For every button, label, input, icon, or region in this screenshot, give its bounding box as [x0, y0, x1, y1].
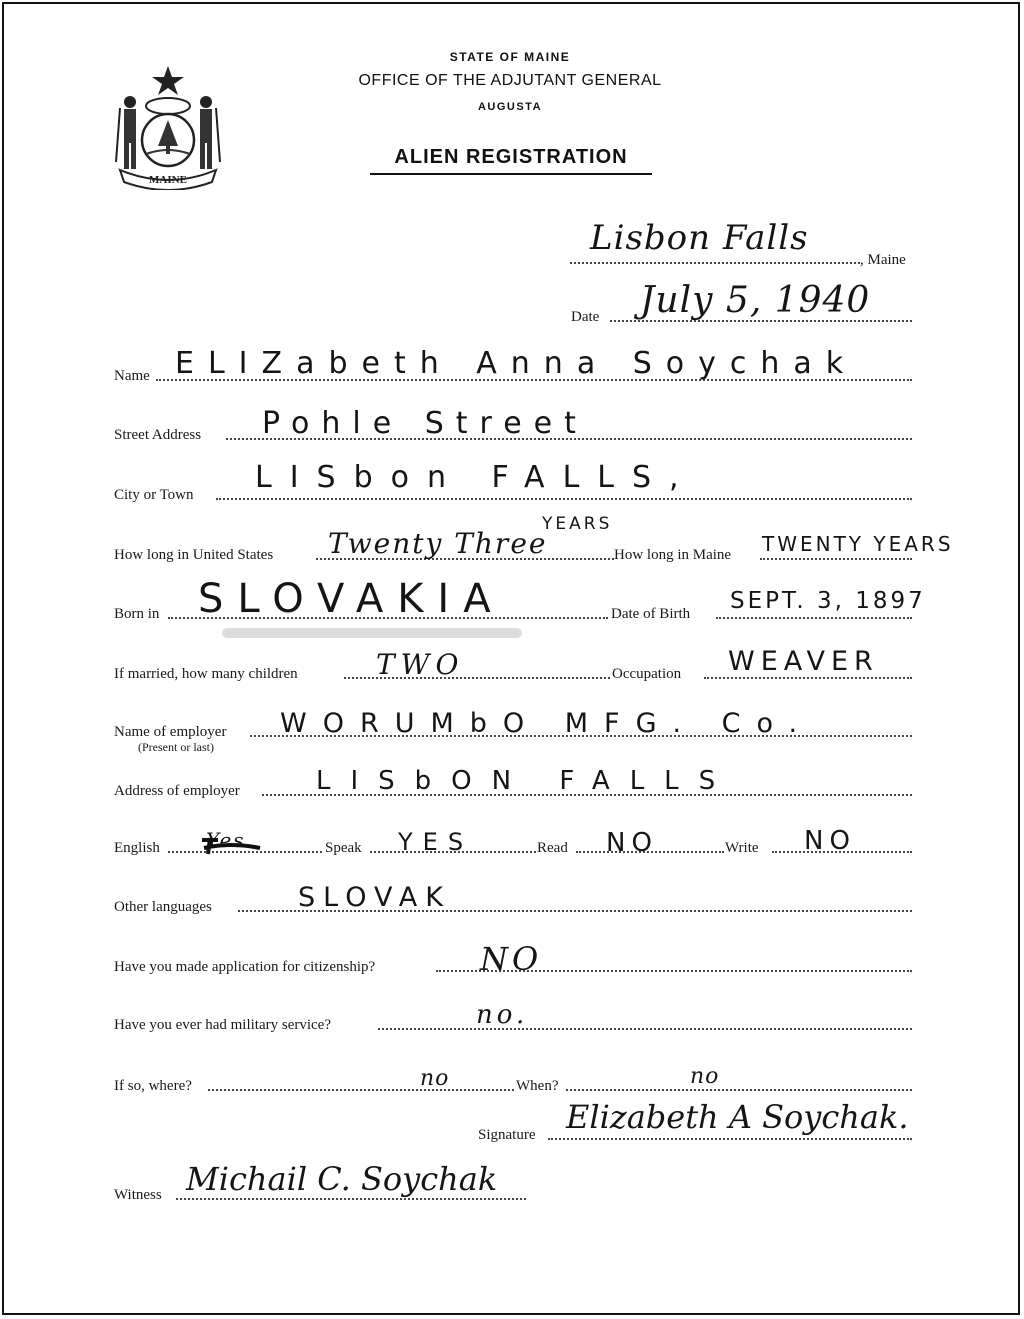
- english-value: Yes: [206, 828, 246, 852]
- where-line: [208, 1089, 514, 1091]
- years-note: YEARS: [542, 514, 613, 534]
- employer-address-label: Address of employer: [114, 783, 240, 799]
- city-label: City or Town: [114, 487, 194, 503]
- seal-label: MAINE: [149, 174, 187, 186]
- employer-value: WORUMbO MFG. Co.: [280, 708, 814, 739]
- how-long-us-label: How long in United States: [114, 547, 274, 563]
- occupation-label: Occupation: [612, 666, 682, 682]
- english-label: English: [114, 840, 160, 856]
- read-value: NO: [606, 828, 658, 858]
- how-long-us-value: Twenty Three: [328, 527, 548, 560]
- employer-label: Name of employer: [114, 724, 227, 740]
- citizenship-value: NO: [480, 940, 543, 978]
- how-long-maine-label: How long in Maine: [614, 547, 732, 563]
- born-in-label: Born in: [114, 606, 160, 622]
- signature-label: Signature: [478, 1127, 536, 1143]
- form-title: ALIEN REGISTRATION: [370, 146, 652, 175]
- read-label: Read: [537, 840, 568, 856]
- street-value: Pohle Street: [262, 406, 588, 441]
- signature-line: [548, 1138, 912, 1140]
- military-line: [378, 1028, 912, 1030]
- when-value: no: [690, 1064, 720, 1089]
- date-label: Date: [571, 309, 600, 325]
- maine-label: , Maine: [860, 252, 906, 268]
- dob-label: Date of Birth: [611, 606, 691, 622]
- header-office: OFFICE OF THE ADJUTANT GENERAL: [358, 72, 662, 89]
- ink-smudge: [222, 628, 522, 638]
- write-value: NO: [804, 826, 856, 856]
- strike-through-icon: [200, 836, 262, 856]
- employer-address-value: LISbON FALLS: [316, 766, 736, 796]
- city-line: [216, 498, 912, 500]
- occupation-line: [704, 677, 912, 679]
- where-value: no: [420, 1066, 450, 1091]
- citizenship-label: Have you made application for citizenship?: [114, 959, 376, 975]
- how-long-maine-line: [760, 558, 912, 560]
- other-languages-value: SLOVAK: [298, 882, 451, 913]
- when-label: When?: [516, 1078, 559, 1094]
- maine-state-seal-icon: [112, 62, 224, 190]
- speak-label: Speak: [325, 840, 362, 856]
- military-value: no.: [476, 1000, 529, 1030]
- dob-line: [716, 617, 912, 619]
- other-languages-label: Other languages: [114, 899, 212, 915]
- military-label: Have you ever had military service?: [114, 1017, 331, 1033]
- town-value: Lisbon Falls: [590, 218, 809, 258]
- occupation-value: WEAVER: [728, 646, 879, 677]
- dob-value: SEPT. 3, 1897: [730, 588, 926, 614]
- signature-value: Elizabeth A Soychak.: [566, 1098, 909, 1136]
- street-label: Street Address: [114, 427, 202, 443]
- witness-label: Witness: [114, 1187, 162, 1203]
- children-label: If married, how many children: [114, 666, 298, 682]
- how-long-maine-value: TWENTY YEARS: [762, 532, 954, 556]
- children-value: TWO: [376, 648, 465, 681]
- header-state: STATE OF MAINE: [449, 50, 571, 64]
- name-label: Name: [114, 368, 150, 384]
- when-line: [566, 1089, 912, 1091]
- employer-note: (Present or last): [138, 740, 214, 754]
- where-label: If so, where?: [114, 1078, 192, 1094]
- town-line: [570, 262, 860, 264]
- date-value: July 5, 1940: [640, 280, 871, 321]
- witness-value: Michail C. Soychak: [186, 1160, 498, 1198]
- write-label: Write: [725, 840, 759, 856]
- name-value: ELIZabeth Anna Soychak: [175, 346, 858, 381]
- witness-line: [176, 1198, 526, 1200]
- header-city: AUGUSTA: [477, 101, 543, 113]
- speak-value: YES: [398, 828, 474, 856]
- born-in-value: SLOVAKIA: [198, 576, 505, 622]
- city-value: LISbon FALLS,: [255, 460, 697, 495]
